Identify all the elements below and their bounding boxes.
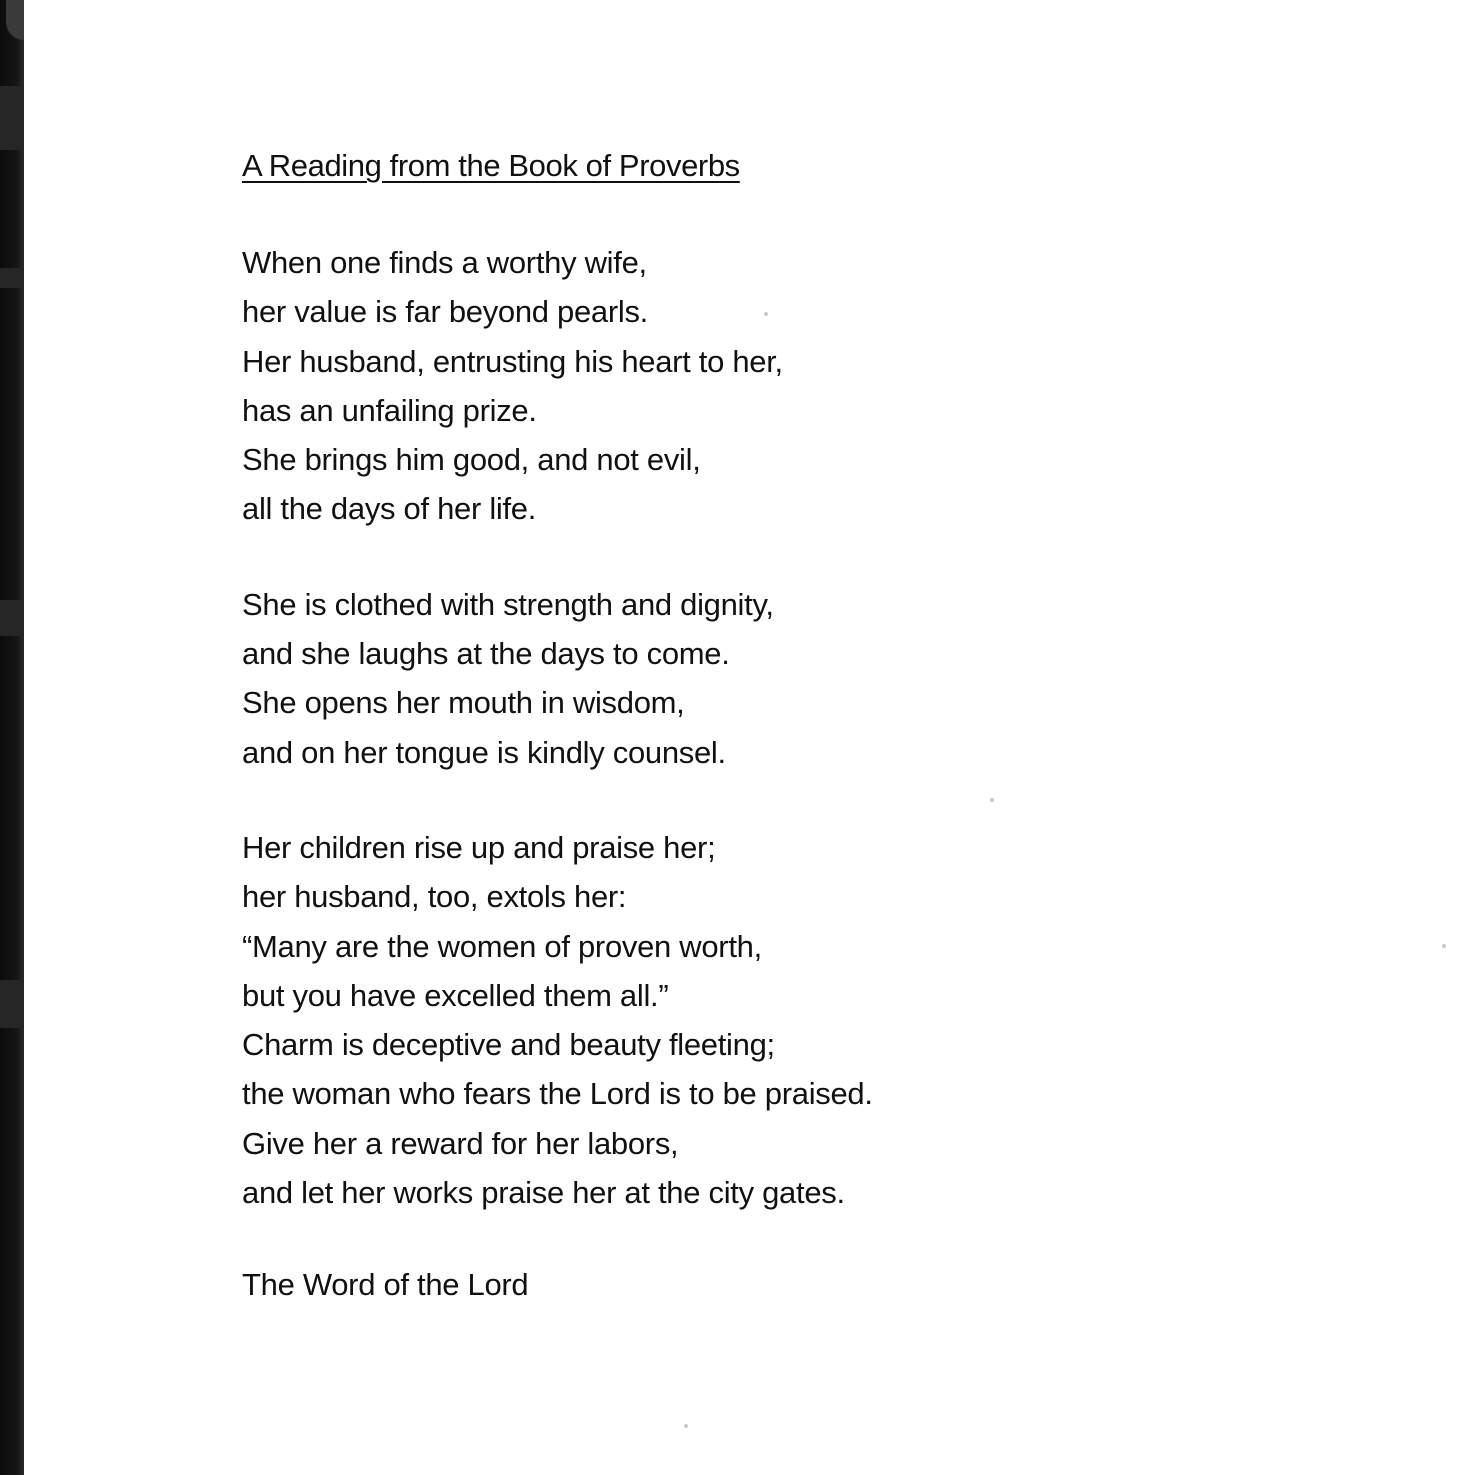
verse-line: She is clothed with strength and dignity,: [242, 586, 774, 622]
verse-line: Her children rise up and praise her;: [242, 829, 716, 865]
reading-title: A Reading from the Book of Proverbs: [242, 148, 740, 183]
verse-line: her husband, too, extols her:: [242, 879, 627, 915]
verse-line: but you have excelled them all.”: [242, 977, 669, 1013]
verse-line: and let her works praise her at the city gates.: [242, 1175, 845, 1211]
scan-edge-band: [0, 600, 24, 636]
scan-left-edge: [0, 0, 24, 1475]
verse-line: Charm is deceptive and beauty fleeting;: [242, 1027, 775, 1063]
verse-line: “Many are the women of proven worth,: [242, 928, 762, 964]
stanza-2: [242, 580, 1142, 777]
verse-line: Her husband, entrusting his heart to her,: [242, 343, 783, 379]
scan-edge-band: [0, 268, 24, 288]
verse-line: She opens her mouth in wisdom,: [242, 685, 685, 721]
verse-line: the woman who fears the Lord is to be praised.: [242, 1076, 873, 1112]
scan-edge-band: [0, 86, 24, 150]
stanza-3: [242, 823, 1142, 1217]
verse-line: her value is far beyond pearls.: [242, 294, 648, 330]
verse-line: She brings him good, and not evil,: [242, 442, 701, 478]
scan-speck: [1442, 944, 1446, 948]
verse-line: has an unfailing prize.: [242, 392, 537, 428]
scan-speck: [684, 1424, 688, 1428]
verse-line: When one finds a worthy wife,: [242, 245, 647, 280]
scan-corner-shadow: [6, 0, 24, 40]
paper-page: [24, 0, 1474, 1475]
scan-edge-band: [0, 980, 24, 1028]
verse-line: and she laughs at the days to come.: [242, 636, 730, 672]
verse-line: all the days of her life.: [242, 491, 537, 527]
verse-line: and on her tongue is kindly counsel.: [242, 734, 726, 770]
closing-acclamation: The Word of the Lord: [242, 1267, 529, 1303]
verse-line: Give her a reward for her labors,: [242, 1125, 679, 1161]
stanza-1: [242, 238, 1142, 534]
reading-body: [242, 144, 1142, 1307]
